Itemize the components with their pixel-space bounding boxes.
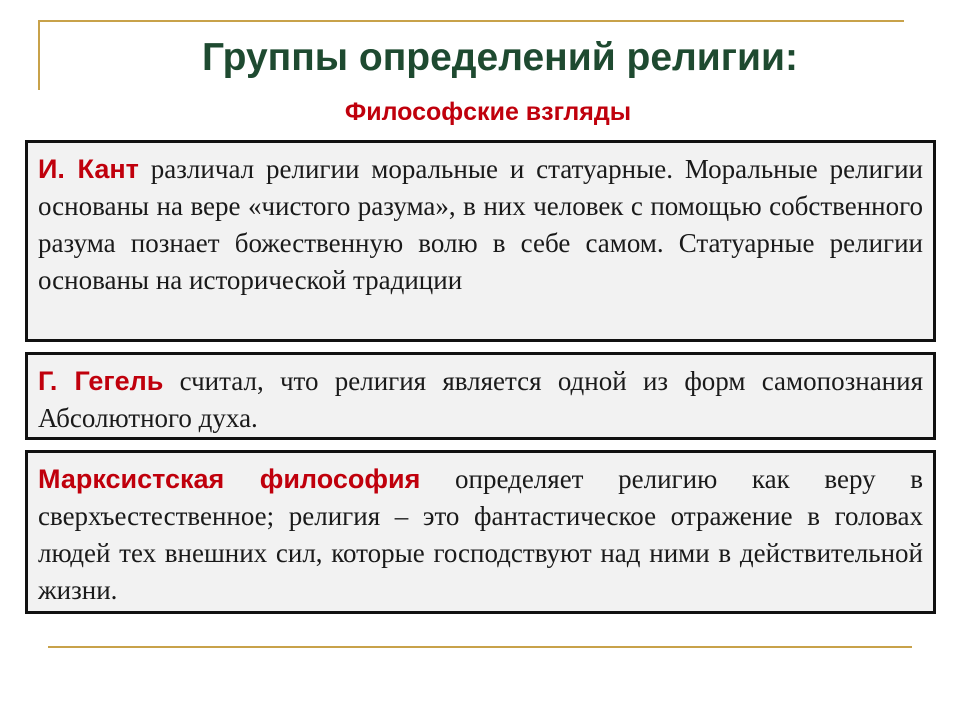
decorative-bottom-line [48, 646, 912, 648]
decorative-top-line [38, 20, 904, 22]
marxist-text: определяет религию как веру в сверхъестественное; религия – это фантастическое отражение в головах людей тех внешних сил, которые господствуют над ними в действительной жизни. [38, 464, 923, 605]
kant-name: И. Кант [38, 154, 139, 184]
marxist-definition-box [25, 450, 936, 614]
slide-title: Группы определений религии: [202, 36, 798, 79]
kant-text: различал религии моральные и статуарные. Моральные религии основаны на вере «чистого разума», в них человек с помощью собственного разума познает божественную волю в себе самом. Статуарные религии основаны на исторической традиции [38, 154, 924, 295]
hegel-definition-box [25, 352, 936, 440]
hegel-name: Г. Гегель [38, 366, 164, 396]
hegel-text: считал, что религия является одной из форм самопознания Абсолютного духа. [38, 366, 923, 433]
marxist-name: Марксистская философия [38, 464, 421, 494]
slide-subtitle: Философские взгляды [344, 98, 632, 126]
kant-definition-box [25, 140, 936, 342]
